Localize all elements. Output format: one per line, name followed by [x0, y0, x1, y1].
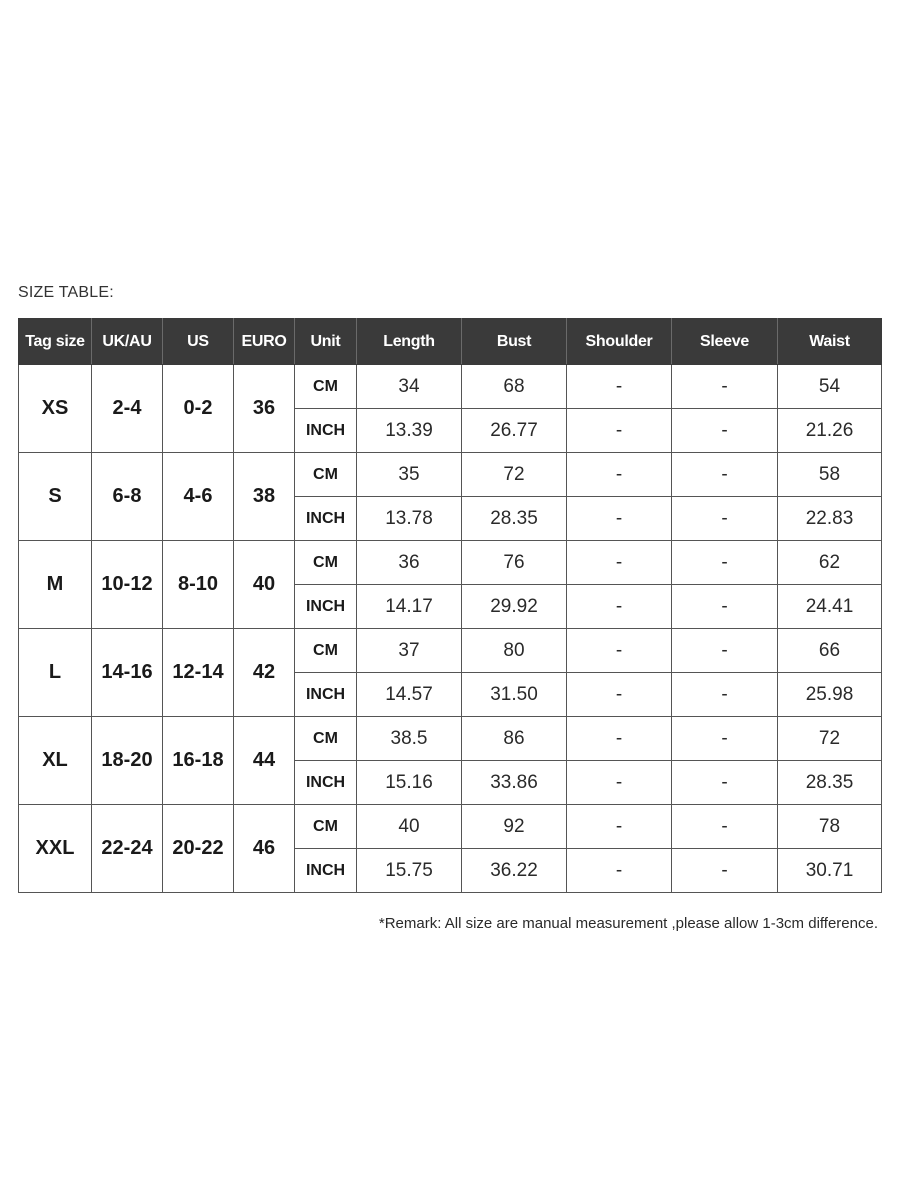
- length-cell: 40: [357, 805, 462, 849]
- us-cell: 8-10: [163, 541, 234, 629]
- header-row: [19, 319, 882, 365]
- header-us: US: [163, 319, 234, 365]
- unit-cell: CM: [295, 717, 357, 761]
- sleeve-cell: -: [672, 849, 778, 893]
- tag-size-cell: XL: [19, 717, 92, 805]
- sleeve-cell: -: [672, 673, 778, 717]
- length-cell: 37: [357, 629, 462, 673]
- unit-cell: INCH: [295, 409, 357, 453]
- shoulder-cell: -: [567, 849, 672, 893]
- header-length: Length: [357, 319, 462, 365]
- uk-au-cell: 10-12: [92, 541, 163, 629]
- shoulder-cell: -: [567, 497, 672, 541]
- waist-cell: 62: [778, 541, 882, 585]
- waist-cell: 24.41: [778, 585, 882, 629]
- header-tag-size: Tag size: [19, 319, 92, 365]
- euro-cell: 44: [234, 717, 295, 805]
- euro-cell: 36: [234, 365, 295, 453]
- euro-cell: 40: [234, 541, 295, 629]
- uk-au-cell: 14-16: [92, 629, 163, 717]
- bust-cell: 36.22: [462, 849, 567, 893]
- sleeve-cell: -: [672, 497, 778, 541]
- uk-au-cell: 6-8: [92, 453, 163, 541]
- length-cell: 15.16: [357, 761, 462, 805]
- tag-size-cell: L: [19, 629, 92, 717]
- header-sleeve: Sleeve: [672, 319, 778, 365]
- sleeve-cell: -: [672, 365, 778, 409]
- length-cell: 13.78: [357, 497, 462, 541]
- bust-cell: 72: [462, 453, 567, 497]
- length-cell: 38.5: [357, 717, 462, 761]
- shoulder-cell: -: [567, 761, 672, 805]
- uk-au-cell: 22-24: [92, 805, 163, 893]
- header-shoulder: Shoulder: [567, 319, 672, 365]
- table-row: [19, 717, 882, 761]
- sleeve-cell: -: [672, 761, 778, 805]
- shoulder-cell: -: [567, 409, 672, 453]
- size-table: [18, 318, 882, 893]
- waist-cell: 22.83: [778, 497, 882, 541]
- table-row: [19, 629, 882, 673]
- waist-cell: 25.98: [778, 673, 882, 717]
- length-cell: 14.17: [357, 585, 462, 629]
- bust-cell: 28.35: [462, 497, 567, 541]
- shoulder-cell: -: [567, 453, 672, 497]
- uk-au-cell: 18-20: [92, 717, 163, 805]
- length-cell: 13.39: [357, 409, 462, 453]
- header-waist: Waist: [778, 319, 882, 365]
- waist-cell: 21.26: [778, 409, 882, 453]
- tag-size-cell: XXL: [19, 805, 92, 893]
- euro-cell: 38: [234, 453, 295, 541]
- unit-cell: INCH: [295, 849, 357, 893]
- unit-cell: INCH: [295, 497, 357, 541]
- unit-cell: CM: [295, 629, 357, 673]
- unit-cell: CM: [295, 453, 357, 497]
- waist-cell: 30.71: [778, 849, 882, 893]
- sleeve-cell: -: [672, 453, 778, 497]
- header-bust: Bust: [462, 319, 567, 365]
- length-cell: 15.75: [357, 849, 462, 893]
- sleeve-cell: -: [672, 409, 778, 453]
- waist-cell: 54: [778, 365, 882, 409]
- waist-cell: 28.35: [778, 761, 882, 805]
- table-row: [19, 365, 882, 409]
- us-cell: 12-14: [163, 629, 234, 717]
- bust-cell: 68: [462, 365, 567, 409]
- unit-cell: CM: [295, 541, 357, 585]
- us-cell: 4-6: [163, 453, 234, 541]
- bust-cell: 33.86: [462, 761, 567, 805]
- unit-cell: CM: [295, 365, 357, 409]
- bust-cell: 76: [462, 541, 567, 585]
- shoulder-cell: -: [567, 673, 672, 717]
- sleeve-cell: -: [672, 805, 778, 849]
- unit-cell: INCH: [295, 761, 357, 805]
- shoulder-cell: -: [567, 365, 672, 409]
- shoulder-cell: -: [567, 717, 672, 761]
- tag-size-cell: M: [19, 541, 92, 629]
- us-cell: 16-18: [163, 717, 234, 805]
- size-table-title: SIZE TABLE:: [18, 284, 114, 301]
- sleeve-cell: -: [672, 541, 778, 585]
- remark-note: *Remark: All size are manual measurement ,please allow 1-3cm difference.: [378, 915, 878, 932]
- header-euro: EURO: [234, 319, 295, 365]
- length-cell: 14.57: [357, 673, 462, 717]
- length-cell: 35: [357, 453, 462, 497]
- bust-cell: 26.77: [462, 409, 567, 453]
- table-row: [19, 805, 882, 849]
- bust-cell: 31.50: [462, 673, 567, 717]
- bust-cell: 86: [462, 717, 567, 761]
- us-cell: 0-2: [163, 365, 234, 453]
- waist-cell: 66: [778, 629, 882, 673]
- euro-cell: 42: [234, 629, 295, 717]
- waist-cell: 58: [778, 453, 882, 497]
- unit-cell: INCH: [295, 585, 357, 629]
- shoulder-cell: -: [567, 805, 672, 849]
- shoulder-cell: -: [567, 629, 672, 673]
- length-cell: 34: [357, 365, 462, 409]
- sleeve-cell: -: [672, 717, 778, 761]
- sleeve-cell: -: [672, 585, 778, 629]
- bust-cell: 29.92: [462, 585, 567, 629]
- unit-cell: CM: [295, 805, 357, 849]
- table-row: [19, 453, 882, 497]
- table-row: [19, 541, 882, 585]
- us-cell: 20-22: [163, 805, 234, 893]
- tag-size-cell: S: [19, 453, 92, 541]
- sleeve-cell: -: [672, 629, 778, 673]
- unit-cell: INCH: [295, 673, 357, 717]
- bust-cell: 80: [462, 629, 567, 673]
- waist-cell: 72: [778, 717, 882, 761]
- shoulder-cell: -: [567, 585, 672, 629]
- tag-size-cell: XS: [19, 365, 92, 453]
- length-cell: 36: [357, 541, 462, 585]
- shoulder-cell: -: [567, 541, 672, 585]
- euro-cell: 46: [234, 805, 295, 893]
- header-unit: Unit: [295, 319, 357, 365]
- uk-au-cell: 2-4: [92, 365, 163, 453]
- waist-cell: 78: [778, 805, 882, 849]
- header-uk-au: UK/AU: [92, 319, 163, 365]
- bust-cell: 92: [462, 805, 567, 849]
